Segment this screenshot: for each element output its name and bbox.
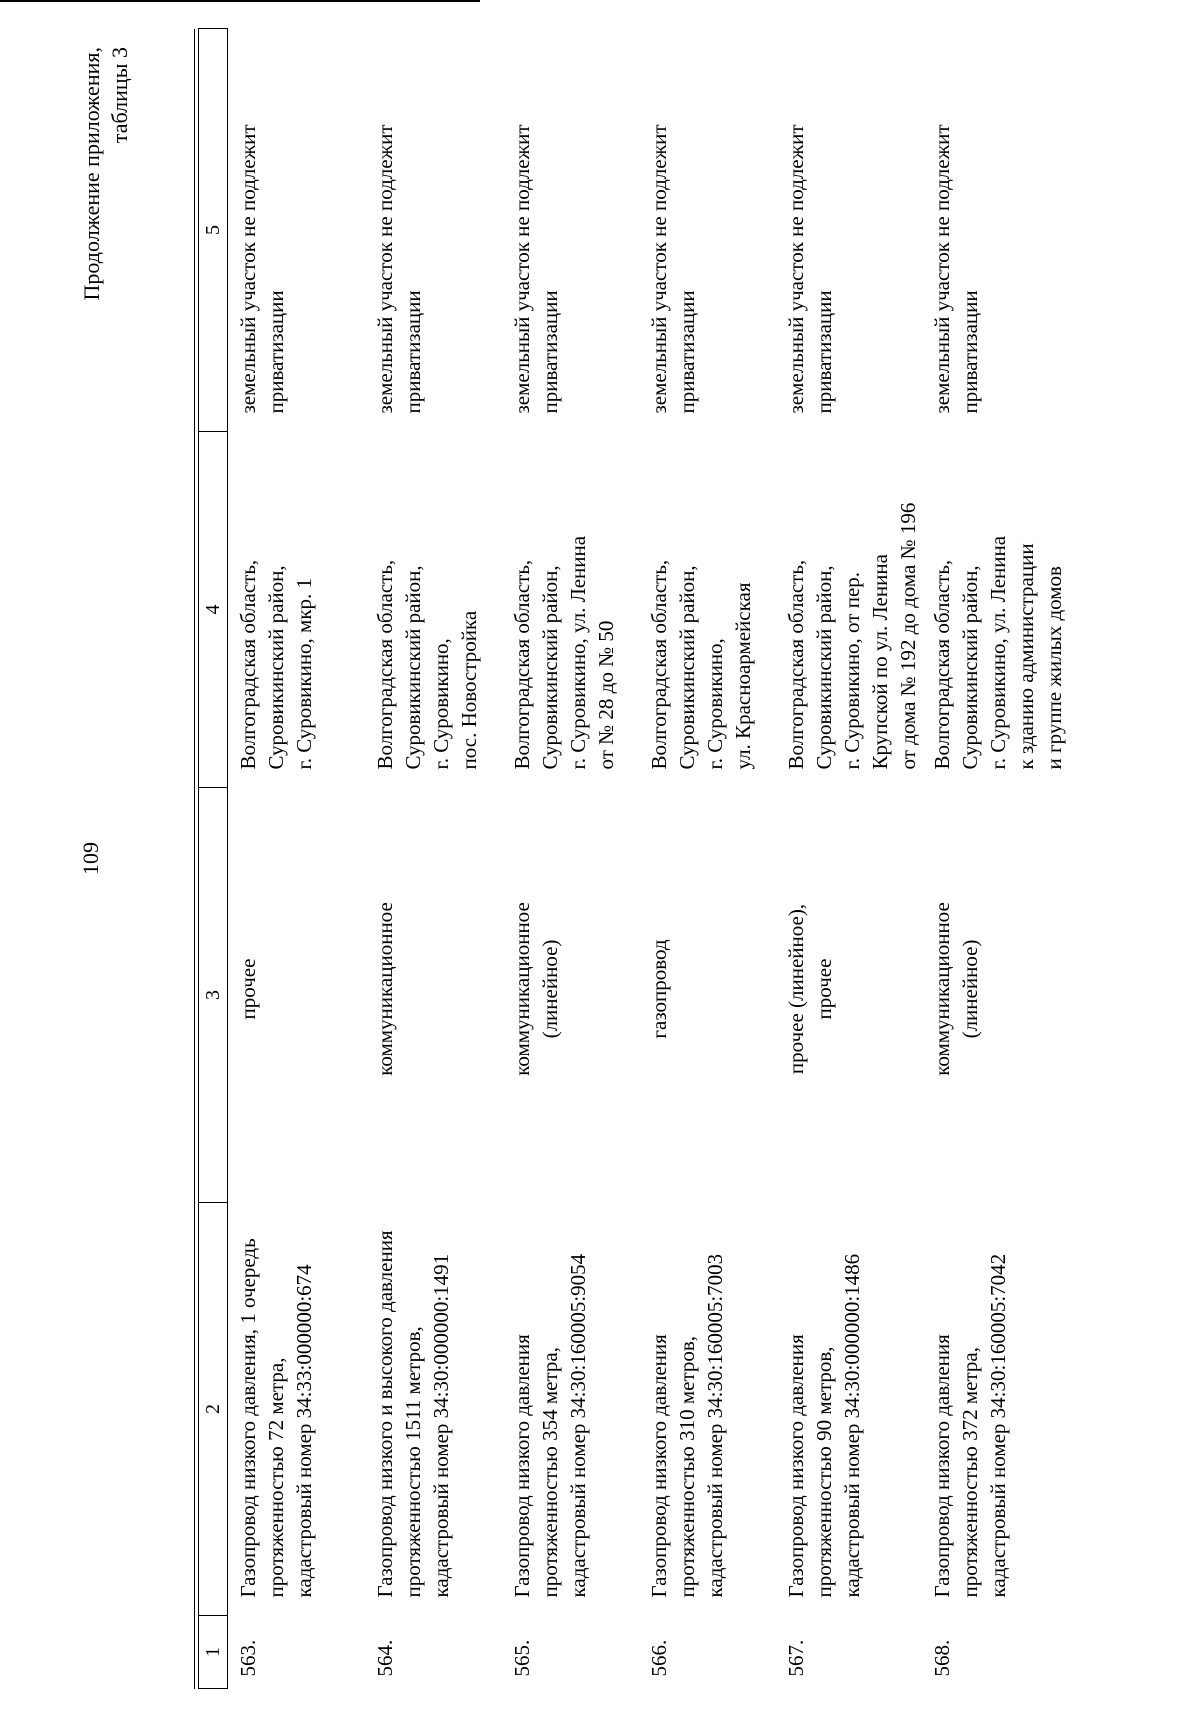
address-line: Волгоградская область, — [647, 559, 671, 770]
row-number: 563. — [236, 1639, 260, 1677]
object-name-line: Газопровод низкого и высокого давления — [373, 1230, 397, 1598]
row-number: 564. — [373, 1639, 397, 1677]
address-cell — [502, 432, 639, 788]
object-name-line: кадастровый номер 34:30:160005:7003 — [703, 1253, 727, 1598]
address-cell — [365, 432, 502, 788]
property-table — [198, 28, 1098, 1689]
object-name-line: Газопровод низкого давления — [930, 1334, 954, 1598]
object-name-line: протяженностью 354 метра, — [538, 1347, 562, 1598]
address-line: Суровикинский район, — [675, 565, 699, 770]
address-line: г. Суровикино, от пер. — [840, 571, 864, 770]
object-name-line: протяженностью 310 метров, — [675, 1335, 699, 1598]
object-type-line: прочее — [812, 958, 836, 1020]
object-type-cell — [502, 788, 639, 1203]
column-header-4: 4 — [199, 432, 228, 788]
note-line: приватизации — [812, 290, 836, 414]
row-number: 565. — [510, 1639, 534, 1677]
object-name-line: Газопровод низкого давления — [784, 1334, 808, 1598]
address-line: от № 28 до № 50 — [594, 620, 618, 770]
address-line: пос. Новостройка — [457, 610, 481, 770]
object-type-line: прочее (линейное), — [784, 903, 808, 1075]
object-type-line: прочее — [236, 958, 260, 1020]
note-cell — [228, 29, 366, 432]
object-type-cell — [922, 788, 1098, 1203]
row-number: 568. — [930, 1639, 954, 1677]
address-line: г. Суровикино, — [429, 638, 453, 770]
address-line: г. Суровикино, — [703, 638, 727, 770]
address-line: Волгоградская область, — [373, 559, 397, 770]
address-line: ул. Красноармейская — [731, 582, 755, 770]
object-name-cell — [639, 1203, 776, 1616]
address-line: и группе жилых домов — [1042, 566, 1066, 770]
table-row — [365, 29, 502, 1689]
object-type-line: газопровод — [647, 939, 671, 1039]
note-line: земельный участок не подлежит — [373, 124, 397, 414]
address-cell — [228, 432, 366, 788]
note-line: земельный участок не подлежит — [930, 124, 954, 414]
note-cell — [922, 29, 1098, 432]
object-name-cell — [922, 1203, 1098, 1616]
note-line: приватизации — [264, 290, 288, 414]
object-name-line: Газопровод низкого давления — [647, 1334, 671, 1598]
column-header-3: 3 — [199, 788, 228, 1203]
note-cell — [639, 29, 776, 432]
note-line: приватизации — [538, 290, 562, 414]
object-name-line: кадастровый номер 34:30:160005:7042 — [986, 1253, 1010, 1598]
object-type-cell — [776, 788, 922, 1203]
object-name-line: протяженностью 372 метра, — [958, 1347, 982, 1598]
table-row — [502, 29, 639, 1689]
row-number: 566. — [647, 1639, 671, 1677]
note-line: приватизации — [675, 290, 699, 414]
object-type-line: (линейное) — [538, 939, 562, 1039]
note-line: земельный участок не подлежит — [510, 124, 534, 414]
table-header-row — [199, 29, 228, 1689]
address-cell — [776, 432, 922, 788]
address-line: Волгоградская область, — [236, 559, 260, 770]
address-line: к зданию администрации — [1014, 543, 1038, 770]
note-cell — [776, 29, 922, 432]
object-name-cell — [228, 1203, 366, 1616]
object-name-line: протяженностью 72 метра, — [264, 1357, 288, 1598]
address-line: Волгоградская область, — [930, 559, 954, 770]
address-cell — [922, 432, 1098, 788]
note-line: приватизации — [958, 290, 982, 414]
continuation-line-2: таблицы 3 — [107, 47, 132, 144]
table-row — [639, 29, 776, 1689]
object-name-cell — [776, 1203, 922, 1616]
object-name-line: протяженностью 1511 метров, — [401, 1326, 425, 1598]
address-line: г. Суровикино, ул. Ленина — [986, 535, 1010, 770]
object-name-cell — [365, 1203, 502, 1616]
object-name-line: кадастровый номер 34:30:000000:1486 — [840, 1253, 864, 1598]
object-type-line: (линейное) — [958, 939, 982, 1039]
address-line: Суровикинский район, — [812, 565, 836, 770]
note-line: приватизации — [401, 290, 425, 414]
address-cell — [639, 432, 776, 788]
address-line: Суровикинский район, — [538, 565, 562, 770]
page-number: 109 — [78, 842, 103, 875]
address-line: Волгоградская область, — [784, 559, 808, 770]
object-name-cell — [502, 1203, 639, 1616]
address-line: Суровикинский район, — [264, 565, 288, 770]
address-line: Крупской по ул. Ленина — [868, 554, 892, 770]
table-row — [776, 29, 922, 1689]
column-header-2: 2 — [199, 1203, 228, 1616]
note-cell — [502, 29, 639, 432]
address-line: от дома № 192 до дома № 196 — [896, 502, 920, 770]
address-line: Волгоградская область, — [510, 559, 534, 770]
address-line: г. Суровикино, ул. Ленина — [566, 535, 590, 770]
column-header-1: 1 — [199, 1616, 228, 1689]
object-name-line: кадастровый номер 34:33:000000:674 — [292, 1264, 316, 1598]
object-type-cell — [639, 788, 776, 1203]
column-header-5: 5 — [199, 29, 228, 432]
object-type-line: коммуникационное — [373, 902, 397, 1076]
continuation-note — [78, 47, 134, 307]
address-line: Суровикинский район, — [401, 565, 425, 770]
table-row — [228, 29, 366, 1689]
address-line: Суровикинский район, — [958, 565, 982, 770]
note-line: земельный участок не подлежит — [236, 124, 260, 414]
object-name-line: Газопровод низкого давления, 1 очередь — [236, 1238, 260, 1598]
object-name-line: кадастровый номер 34:30:160005:9054 — [566, 1253, 590, 1598]
note-line: земельный участок не подлежит — [647, 124, 671, 414]
continuation-line-1: Продолжение приложения, — [79, 47, 104, 301]
object-type-line: коммуникационное — [510, 902, 534, 1076]
note-cell — [365, 29, 502, 432]
object-type-cell — [365, 788, 502, 1203]
object-type-line: коммуникационное — [930, 902, 954, 1076]
table-row — [922, 29, 1098, 1689]
object-name-line: протяженностью 90 метров, — [812, 1346, 836, 1598]
address-line: г. Суровикино, мкр. 1 — [292, 577, 316, 770]
row-number: 567. — [784, 1639, 808, 1677]
object-type-cell — [228, 788, 366, 1203]
object-name-line: Газопровод низкого давления — [510, 1334, 534, 1598]
note-line: земельный участок не подлежит — [784, 124, 808, 414]
object-name-line: кадастровый номер 34:30:000000:1491 — [429, 1253, 453, 1598]
table-top-rule — [194, 29, 195, 1689]
